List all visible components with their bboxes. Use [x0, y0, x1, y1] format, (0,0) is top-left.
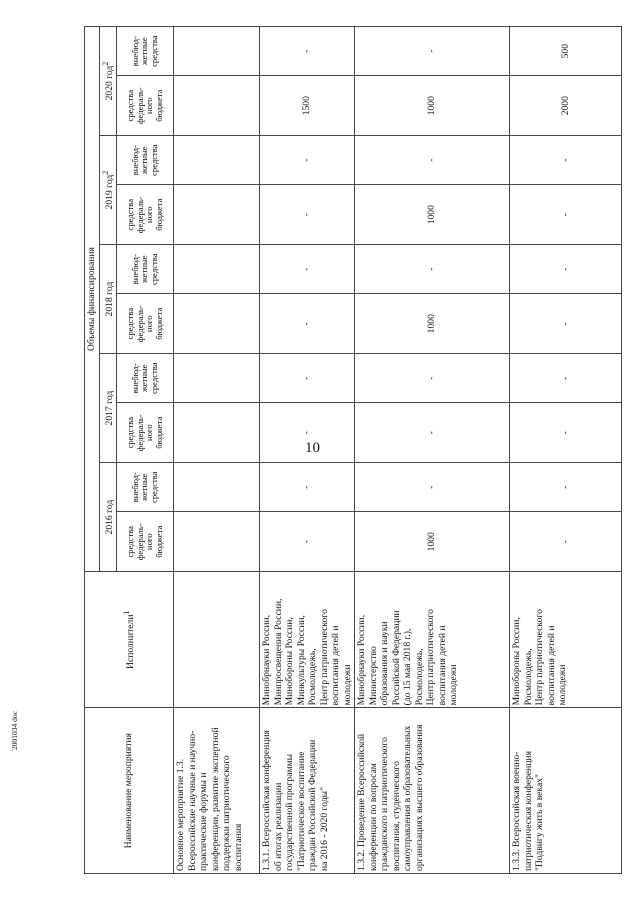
- row-executors: [174, 572, 260, 708]
- row-value: -: [510, 294, 622, 354]
- header-federal-2016: средства федераль- ного бюджета: [117, 512, 174, 572]
- header-federal-2018: средства федераль- ного бюджета: [117, 294, 174, 354]
- row-event-name: 1.3.2. Проведение Всероссийской конференции по вопросам гражданского и патриотического воспитания, студенческого самоуправления в образовательных организациях высшего образования: [355, 708, 510, 874]
- row-value: -: [260, 27, 355, 76]
- row-value: -: [260, 136, 355, 185]
- row-value: -: [355, 245, 510, 294]
- header-funding: Объемы финансирования: [85, 27, 100, 572]
- header-extra-2019: внебюд- жетные средства: [117, 136, 174, 185]
- row-executors: Минобрнауки России, Минпросвещения России, Минобороны России, Минкультуры России, Росмолодежь, Центр патриотического воспитания детей и молодежи: [260, 572, 355, 708]
- header-event-name: Наименование мероприятия: [85, 708, 174, 874]
- row-value: -: [510, 354, 622, 403]
- row-value: [174, 463, 260, 512]
- header-year-2018: 2018 год: [99, 245, 117, 354]
- row-executors: Минобороны России, Росмолодежь, Центр патриотического воспитания детей и молодежи: [510, 572, 622, 708]
- rotated-table-container: [84, 26, 614, 874]
- footer-file-code: 2001034 doc: [10, 711, 19, 750]
- row-value: -: [510, 463, 622, 512]
- header-year-2016: 2016 год: [99, 463, 117, 572]
- row-value: -: [260, 245, 355, 294]
- row-value: [174, 294, 260, 354]
- row-value: -: [510, 403, 622, 463]
- row-value: 1500: [260, 76, 355, 136]
- header-year-2020: 2020 год$^2$: [99, 27, 117, 136]
- header-extra-2016: внебюд- жетные средства: [117, 463, 174, 512]
- row-value: -: [355, 463, 510, 512]
- row-value: -: [260, 354, 355, 403]
- row-value: [174, 245, 260, 294]
- table-row: [510, 27, 622, 874]
- funding-table: [84, 26, 622, 874]
- header-executors: Исполнители$^1$: [85, 572, 174, 708]
- row-value: [174, 27, 260, 76]
- row-value: -: [510, 185, 622, 245]
- row-value: [174, 512, 260, 572]
- row-value: [174, 403, 260, 463]
- page-number: 10: [305, 440, 320, 456]
- header-extra-2017: внебюд- жетные средства: [117, 354, 174, 403]
- row-value: -: [510, 245, 622, 294]
- table-row: [174, 27, 260, 874]
- row-value: 2000: [510, 76, 622, 136]
- row-value: -: [260, 403, 355, 463]
- table-row: [355, 27, 510, 874]
- header-federal-2017: средства федераль- ного бюджета: [117, 403, 174, 463]
- table-row: [260, 27, 355, 874]
- header-extra-2020: внебюд- жетные средства: [117, 27, 174, 76]
- header-year-2019: 2019 год$^2$: [99, 136, 117, 245]
- row-value: -: [260, 294, 355, 354]
- header-federal-2020: средства федераль- ного бюджета: [117, 76, 174, 136]
- row-event-name: Основное мероприятие 1.3. Всероссийские научные и научно- практические форумы и конференции, развитие экспертной поддержки патриотического воспитания: [174, 708, 260, 874]
- row-value: -: [355, 27, 510, 76]
- row-value: -: [355, 403, 510, 463]
- row-event-name: 1.3.1. Всероссийская конференция об итогах реализации государственной программы "Патриотическое воспитание граждан Российской Федерации на 2016 - 2020 годы": [260, 708, 355, 874]
- row-value: -: [510, 136, 622, 185]
- row-value: -: [355, 354, 510, 403]
- row-value: 500: [510, 27, 622, 76]
- row-value: -: [260, 185, 355, 245]
- row-value: 1000: [355, 76, 510, 136]
- row-event-name: 1.3.3. Всероссийская военно- патриотическая конференция "Подвигу жить в веках": [510, 708, 622, 874]
- executors-footnote-mark: 1: [121, 610, 131, 615]
- row-value: -: [510, 512, 622, 572]
- row-value: 1000: [355, 185, 510, 245]
- row-executors: Минобрнауки России, Министерство образования и науки Российской Федерации (до 15 мая 2018 г.), Росмолодежь, Центр патриотического воспитания детей и молодежи: [355, 572, 510, 708]
- row-value: -: [260, 463, 355, 512]
- row-value: -: [355, 136, 510, 185]
- header-year-2017: 2017 год: [99, 354, 117, 463]
- row-value: [174, 185, 260, 245]
- row-value: [174, 354, 260, 403]
- header-extra-2018: внебюд- жетные средства: [117, 245, 174, 294]
- row-value: [174, 136, 260, 185]
- row-value: [174, 76, 260, 136]
- row-value: 1000: [355, 294, 510, 354]
- row-value: -: [260, 512, 355, 572]
- row-value: 1000: [355, 512, 510, 572]
- header-federal-2019: средства федераль- ного бюджета: [117, 185, 174, 245]
